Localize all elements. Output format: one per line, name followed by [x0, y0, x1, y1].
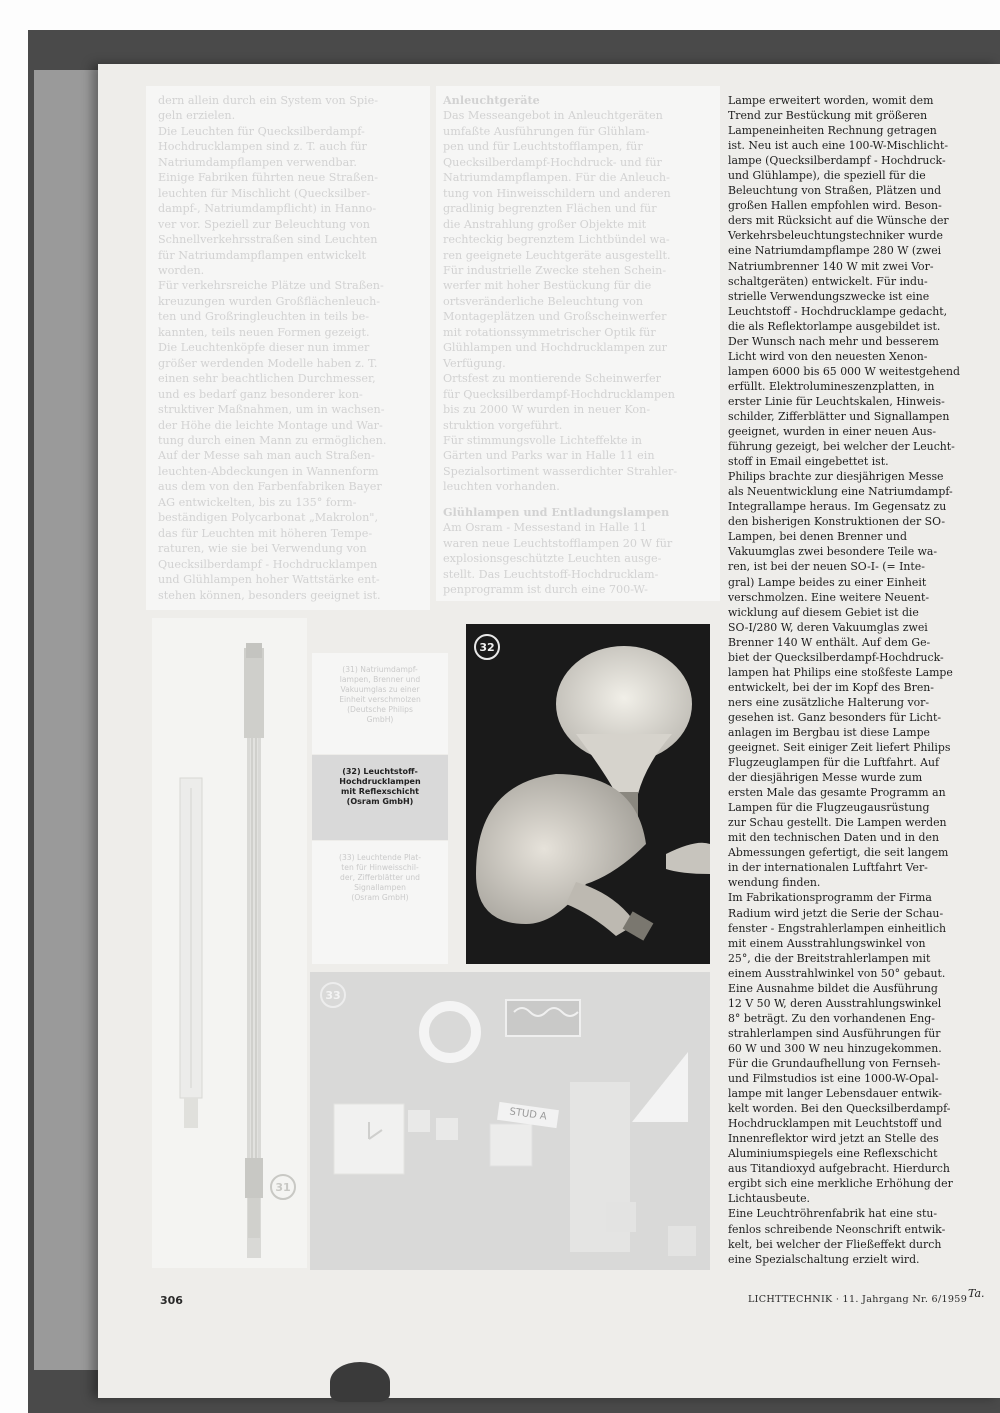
heading-anleuchtgeraete: Anleuchtgeräte	[443, 93, 540, 107]
figure-31-lamp-photo	[152, 618, 307, 1268]
caption-31: (31) Natriumdampf- lampen, Brenner und Vakuumglas zu einer Einheit verschmolzen (Deutsche Philips GmbH)	[339, 665, 421, 724]
middle-text-2: Am Osram - Messestand in Halle 11 waren neue Leuchtstofflampen 20 W für explosionsgeschützte Leuchten ausge- stellt. Das Leuchtstoff-Hochdrucklam- penprogramm ist durch eine 700-W-	[443, 521, 673, 597]
figure-33-badge: 33	[320, 982, 346, 1008]
figure-32-badge: 32	[474, 634, 500, 660]
stud-a-sign: STUD A	[497, 1102, 559, 1128]
sodium-lamp-illustration	[152, 618, 307, 1268]
page-number: 306	[160, 1294, 183, 1307]
figure-32-reflector-lamps-photo	[466, 624, 710, 964]
caption-32-box	[312, 755, 448, 840]
caption-32: (32) Leuchtstoff- Hochdrucklampen mit Reflexschicht (Osram GmbH)	[339, 767, 421, 806]
journal-footer: LICHTTECHNIK · 11. Jahrgang Nr. 6/1959	[748, 1294, 968, 1305]
caption-31-box	[312, 653, 448, 754]
page-stack-edge	[34, 70, 100, 1370]
caption-33-box	[312, 841, 448, 964]
thumb-shadow	[330, 1362, 390, 1402]
figure-31-badge: 31	[270, 1174, 296, 1200]
heading-gluehlampen: Glühlampen und Entladungslampen	[443, 504, 670, 519]
middle-text-1: Das Messeangebot in Anleuchtgeräten umfaßte Ausführungen für Glühlam- pen und für Leuchtstofflampen, für Quecksilberdampf-Hochdruck- und für Natriumdampflampen. Für die Anleuch- tung von Hinweisschildern und anderen gradlinig begrenzten Flächen und für die Anstrahlung großer Objekte mit rechteckig begrenztem Lichtbündel wa- ren geeignete Leuchtgeräte ausgestellt. Für industrielle Zwecke stehen Schein- werfer mit hoher Bestückung für die ortsveränderliche Beleuchtung von Montageplätzen und Großscheinwerfer mit rotationssymmetrischer Optik für Glühlampen und Hochdrucklampen zur Verfügung. Ortsfest zu montierende Scheinwerfer für Quecksilberdampf-Hochdrucklampen bis zu 2000 W wurden in neuer Kon- struktion vorgeführt. Für stimmungsvolle Lichteffekte in Gärten und Parks war in Halle 11 ein Spezialsortiment wasserdichter Strahler- leuchten vorhanden.	[443, 109, 678, 494]
middle-column	[443, 93, 713, 598]
left-column-text: dern allein durch ein System von Spie- geln erzielen. Die Leuchten für Quecksilberdampf- Hochdrucklampen sind z. T. auch für Natriumdampflampen verwendbar. Einige Fabriken führten neue Straßen- leuchten für Mischlicht (Quecksilber- dampf-, Natriumdampflicht) in Hanno- ver vor. Speziell zur Beleuchtung von Schnellverkehrsstraßen sind Leuchten für Natriumdampflampen entwickelt worden. Für verkehrsreiche Plätze und Straßen- kreuzungen wurden Großflächenleuch- ten und Großringleuchten in teils be- kannten, teils neuen Formen gezeigt. Die Leuchtenköpfe dieser nun immer größer werdenden Modelle haben z. T. einen sehr beachtlichen Durchmesser, und es bedarf ganz besonderer kon- struktiver Maßnahmen, um in wachsen- der Höhe die leichte Montage und War- tung durch einen Mann zu ermöglichen. Auf der Messe sah man auch Straßen- leuchten-Abdeckungen in Wannenform aus dem von den Farbenfabriken Bayer AG entwickelten, bis zu 135° form- beständigen Polycarbonat „Makrolon", das für Leuchten mit höheren Tempe- raturen, wie sie bei Verwendung von Quecksilberdampf - Hochdrucklampen und Glühlampen hoher Wattstärke ent- stehen können, besonders geeignet ist.	[158, 94, 387, 602]
signature: Ta.	[968, 1287, 985, 1300]
figure-33-signal-panels-photo	[310, 972, 710, 1270]
caption-33: (33) Leuchtende Plat- ten für Hinweisschil- der, Zifferblätter und Signallampen (Osram GmbH)	[339, 853, 421, 902]
right-column-text: Lampe erweitert worden, womit dem Trend zur Bestückung mit größeren Lampeneinheiten Rechnung getragen ist. Neu ist auch eine 100-W-Mischlicht- lampe (Quecksilberdampf - Hochdruck- und Glühlampe), die speziell für die Beleuchtung von Straßen, Plätzen und großen Hallen empfohlen wird. Beson- ders mit Rücksicht auf die Wünsche der Verkehrsbeleuchtungstechniker wurde eine Natriumdampflampe 280 W (zwei Natriumbrenner 140 W mit zwei Vor- schaltgeräten) entwickelt. Für indu- strielle Verwendungszwecke ist eine Leuchtstoff - Hochdrucklampe gedacht, die als Reflektorlampe ausgebildet ist. Der Wunsch nach mehr und besserem Licht wird von den neuesten Xenon- lampen 6000 bis 65 000 W weitestgehend erfüllt. Elektrolumineszenzplatten, in erster Linie für Leuchtskalen, Hinweis- schilder, Zifferblätter und Signallampen geeignet, wurden in einer neuen Aus- führung gezeigt, bei welcher der Leucht- stoff in Email eingebettet ist. Philips brachte zur diesjährigen Messe als Neuentwicklung eine Natriumdampf- Integrallampe heraus. Im Gegensatz zu den bisherigen Konstruktionen der SO- Lampen, bei denen Brenner und Vakuumglas zwei besondere Teile wa- ren, ist bei der neuen SO-I- (= Inte- gral) Lampe beides zu einer Einheit verschmolzen. Eine weitere Neuent- wicklung auf diesem Gebiet ist die SO-I/280 W, deren Vakuumglas zwei Brenner 140 W enthält. Auf dem Ge- biet der Quecksilberdampf-Hochdruck- lampen hat Philips eine stoßfeste Lampe entwickelt, bei der im Kopf des Bren- ners eine zusätzliche Halterung vor- gesehen ist. Ganz besonders für Licht- anlagen im Bergbau ist diese Lampe geeignet. Seit einiger Zeit liefert Philips Flugzeuglampen für die Luftfahrt. Auf der diesjährigen Messe wurde zum ersten Male das gesamte Programm an Lampen für die Flugzeugausrüstung zur Schau gestellt. Die Lampen werden mit den technischen Daten und in den Abmessungen gefertigt, die seit langem in der internationalen Luftfahrt Ver- wendung finden. Im Fabrikationsprogramm der Firma Radium wird jetzt die Serie der Schau- fenster - Engstrahlerlampen einheitlich mit einem Ausstrahlungswinkel von 25°, die der Breitstrahlerlampen mit einem Ausstrahlwinkel von 50° gebaut. Eine Ausnahme bildet die Ausführung 12 V 50 W, deren Ausstrahlungswinkel 8° beträgt. Zu den vorhandenen Eng- strahlerlampen sind Ausführungen für 60 W und 300 W neu hinzugekommen. Für die Grundaufhellung von Fernseh- und Filmstudios ist eine 1000-W-Opal- lampe mit langer Lebensdauer entwik- kelt worden. Bei den Quecksilberdampf- Hochdrucklampen mit Leuchtstoff und Innenreflektor wird jetzt an Stelle des Aluminiumspiegels eine Reflexschicht aus Titandioxyd aufgebracht. Hierdurch ergibt sich eine merkliche Erhöhung der Lichtausbeute. Eine Leuchtröhrenfabrik hat eine stu- fenlos schreibende Neonschrift entwik- kelt, bei welcher der Fließeffekt durch eine Spezialschaltung erzielt wird.	[728, 94, 961, 1266]
reflector-lamps-illustration	[466, 624, 710, 964]
